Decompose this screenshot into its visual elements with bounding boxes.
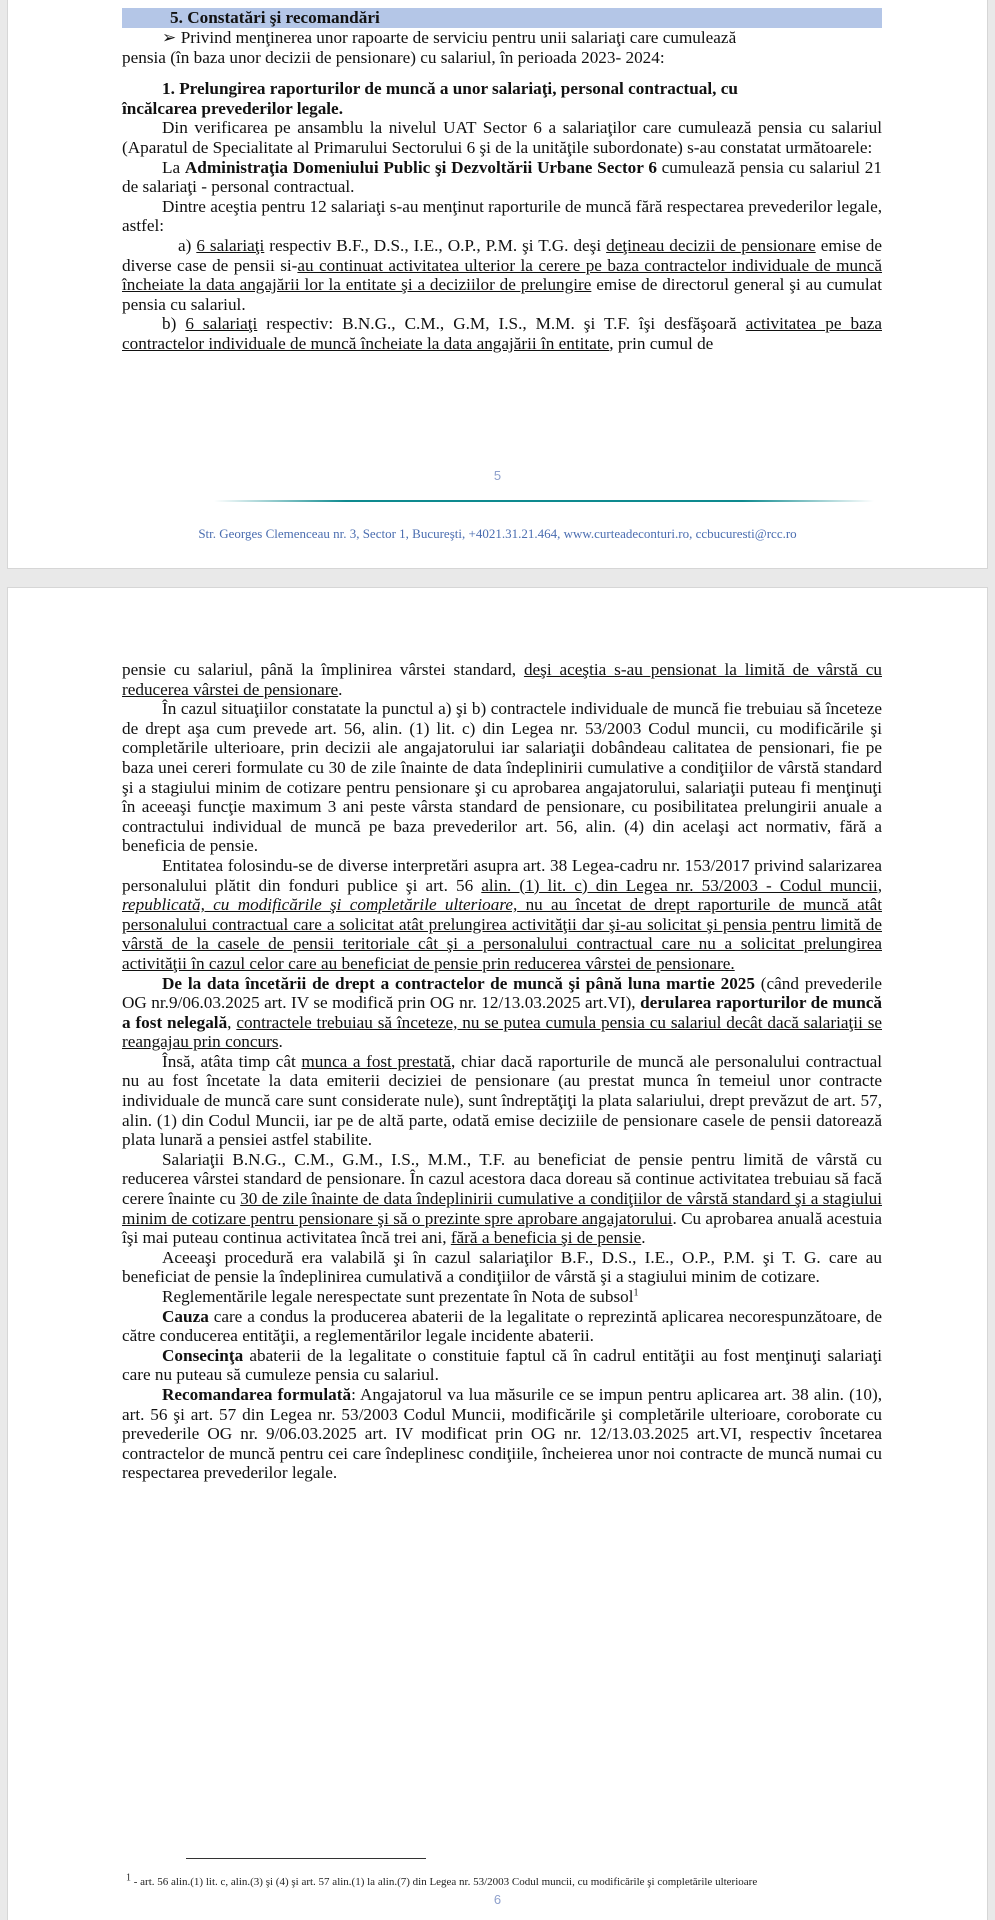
document-page-5 xyxy=(8,0,987,568)
paragraph-situations: În cazul situaţiilor constatate la punctul a) şi b) contractele individuale de muncă fie trebuiau să înceteze de drept aşa cum prevede art. 56, alin. (1) lit. c) din Legea nr. 53/2003 Codul muncii, cu modificările şi completările ulterioare, prin decizii ale angajatorului iar salariaţii dobândeau calitatea de pensionari, fie pe baza unei cereri formulate cu 30 de zile înainte de data îndeplinirii cumulative a condiţiilor de vârstă standard şi a stagiului minim de cotizare pentru pensionare şi cu aprobarea angajatorului, salariaţii puteau fi menţinuţi în aceeaşi funcţie maximum 3 ani peste vârsta standard de pensionare, cu posibilitatea prelungirii anuale a contractului individual de muncă pe baza prevederilor art. 56, alin. (4) din acelaşi act normativ, fără a beneficia de pensie. xyxy=(122,699,882,856)
point-1-title: 1. Prelungirea raporturilor de muncă a unor salariaţi, personal contractual, cu xyxy=(162,79,738,99)
paragraph-cause: Cauza care a condus la producerea abaterii de la legalitate o reprezintă aplicarea necorespunzătoare, de către conducerea entităţii, a reglementărilor legale incidente abaterii. xyxy=(122,1306,882,1346)
paragraph-regulations: Reglementările legale nerespectate sunt prezentate în Nota de subsol$^1$ xyxy=(162,1287,639,1306)
paragraph-same-procedure: Aceeaşi procedură era valabilă şi în cazul salariaţilor B.F., D.S., I.E., O.P., P.M. şi T. G. care au beneficiat de pensie la îndeplinirea cumulativă a condiţiilor de vârstă şi a stagiului minim de cotizare. xyxy=(122,1247,882,1287)
paragraph-consequence: Consecinţa abaterii de la legalitate o constituie faptul că în cadrul entităţii au fost menţinuţi salariaţi care nu puteau să cumuleze pensia cu salariul. xyxy=(122,1345,882,1385)
paragraph-verification: Din verificarea pe ansamblu la nivelul UAT Sector 6 a salariaţilor care cumulează pensia cu salariul (Aparatul de Specialitate al Primarului Sectorului 6 şi de la unităţile subordonate) s-au constatat următoarele: xyxy=(122,118,882,157)
paragraph-employees-bng: Salariaţii B.N.G., C.M., G.M., I.S., M.M., T.F. au beneficiat de pensie pentru limită de vârstă cu reducerea vârstei standard de pensionare. În cazul acestora daca doreau să continue activitatea trebuiau să facă cerere înainte cu 30 de zile înainte de data îndeplinirii cumulative a condiţiilor de vârstă standard şi a stagiului minim de cotizare pentru pensionare şi să o prezinte spre aprobare angajatorului. Cu aprobarea anuală acestuia îşi mai puteau continua activitatea încă trei ani, fără a beneficia şi de pensie. xyxy=(122,1149,883,1248)
page-footer: Str. Georges Clemenceau nr. 3, Sector 1, Bucureşti, +4021.31.21.464, www.curteadeconturi.ro, ccbucuresti@rcc.ro xyxy=(198,526,797,541)
paragraph-12-employees: Dintre aceştia pentru 12 salariaţi s-au menţinut raporturile de muncă fără respectarea prevederilor legale, astfel: xyxy=(122,196,882,236)
footnote-marker: 1 xyxy=(633,1287,639,1299)
item-b: b) 6 salariaţi respectiv: B.N.G., C.M., G.M, I.S., M.M. şi T.F. îşi desfăşoară activitatea pe baza contractelor individuale de muncă încheiate la data angajării în entitate, prin cumul de xyxy=(122,314,882,353)
section-heading: 5. Constatări şi recomandări xyxy=(122,8,882,28)
point-1-title-cont: încălcarea prevederilor legale. xyxy=(122,98,343,118)
paragraph-illegal-period: De la data încetării de drept a contractelor de muncă şi până luna martie 2025 (când prevederile OG nr.9/06.03.2025 art. IV se modifică prin OG nr. 12/13.03.2025 art.VI), derularea raporturilor de muncă a fost nelegală, contractele trebuiau să înceteze, nu se putea cumula pensia cu salariul decât dacă salariaţii se reangajau prin concurs. xyxy=(122,973,883,1052)
page-6-content xyxy=(122,660,882,1483)
paragraph-recommendation: Recomandarea formulată: Angajatorul va lua măsurile ce se impun pentru aplicarea art. 38 alin. (10), art. 56 şi art. 57 din Legea nr. 53/2003 Codul Muncii, modificările şi completările ulterioare, coroborate cu prevederile OG nr. 9/06.03.2025 art. IV modificat prin OG nr. 12/13.03.2025 art.VI, respectiv încetarea contractelor de muncă pentru cei care îndeplinesc condiţiile, încheierea unor noi contracte de muncă numai cu respectarea prevederilor legale. xyxy=(122,1384,882,1483)
page-number: 5 xyxy=(493,468,502,483)
footer-divider xyxy=(214,500,874,502)
page-number: 6 xyxy=(493,1892,502,1907)
page-5-content xyxy=(122,8,882,354)
paragraph-interpretations: Entitatea folosindu-se de diverse interpretări asupra art. 38 Legea-cadru nr. 153/2017 privind salarizarea personalului plătit din fonduri publice şi art. 56 alin. (1) lit. c) din Legea nr. 53/2003 - Codul muncii, republicată, cu modificările şi completările ulterioare, nu au încetat de drept raporturile de muncă atât personalului contractual care a solicitat atât prelungirea activităţii dar şi-au solicitat şi pensia pentru limită de vârstă de la casele de pensii teritoriale cât şi a personalului contractual care nu a solicitat prelungirea activităţii în cazul celor care au beneficiat de pensie prin reducerea vârstei de pensionare. xyxy=(122,855,883,973)
paragraph-work-performed: Însă, atâta timp cât munca a fost prestată, chiar dacă raporturile de muncă ale personalului contractual nu au fost încetate la data emiterii deciziei de pensionare (au prestat munca în temeiul unor contracte individuale de muncă care sunt considerate nule), sunt îndreptăţiţi la plata salariului, drept prevăzut de art. 57, alin. (1) din Codul Muncii, iar pe de altă parte, odată emise deciziile de pensionare casele de pensii datorează plata lunară a pensiei astfel stabilite. xyxy=(122,1051,882,1150)
footnote: $^1$ - art. 56 alin.(1) lit. c, alin.(3) şi (4) şi art. 57 alin.(1) la alin.(7) din Legea nr. 53/2003 Codul muncii, cu modificările şi completările ulterioare xyxy=(126,1872,758,1888)
paragraph-adpdu: La Administraţia Domeniului Public şi Dezvoltării Urbane Sector 6 cumulează pensia cu salariul 21 de salariaţi - personal contractual. xyxy=(122,157,882,197)
intro-paragraph: ➢ Privind menţinerea unor rapoarte de serviciu pentru unii salariaţi care cumulează xyxy=(162,28,737,47)
arrow-bullet-icon: ➢ xyxy=(162,28,177,47)
intro-line-2: pensia (în baza unor decizii de pensionare) cu salariul, în perioada 2023- 2024: xyxy=(122,47,665,67)
document-page-6 xyxy=(8,588,987,1920)
item-a: a) 6 salariaţi respectiv B.F., D.S., I.E., O.P., P.M. şi T.G. deşi deţineau decizii de pensionare emise de diverse case de pensii si-au continuat activitatea ulterior la cerere pe baza contractelor individuale de muncă încheiate la data angajării lor la entitate şi a deciziilor de prelungire emise de directorul general şi au cumulat pensia cu salariul. xyxy=(122,235,882,314)
footnote-divider xyxy=(186,1858,426,1859)
paragraph-continuation: pensie cu salariul, până la împlinirea vârstei standard, deşi aceştia s-au pensionat la limită de vârstă cu reducerea vârstei de pensionare. xyxy=(122,660,882,699)
